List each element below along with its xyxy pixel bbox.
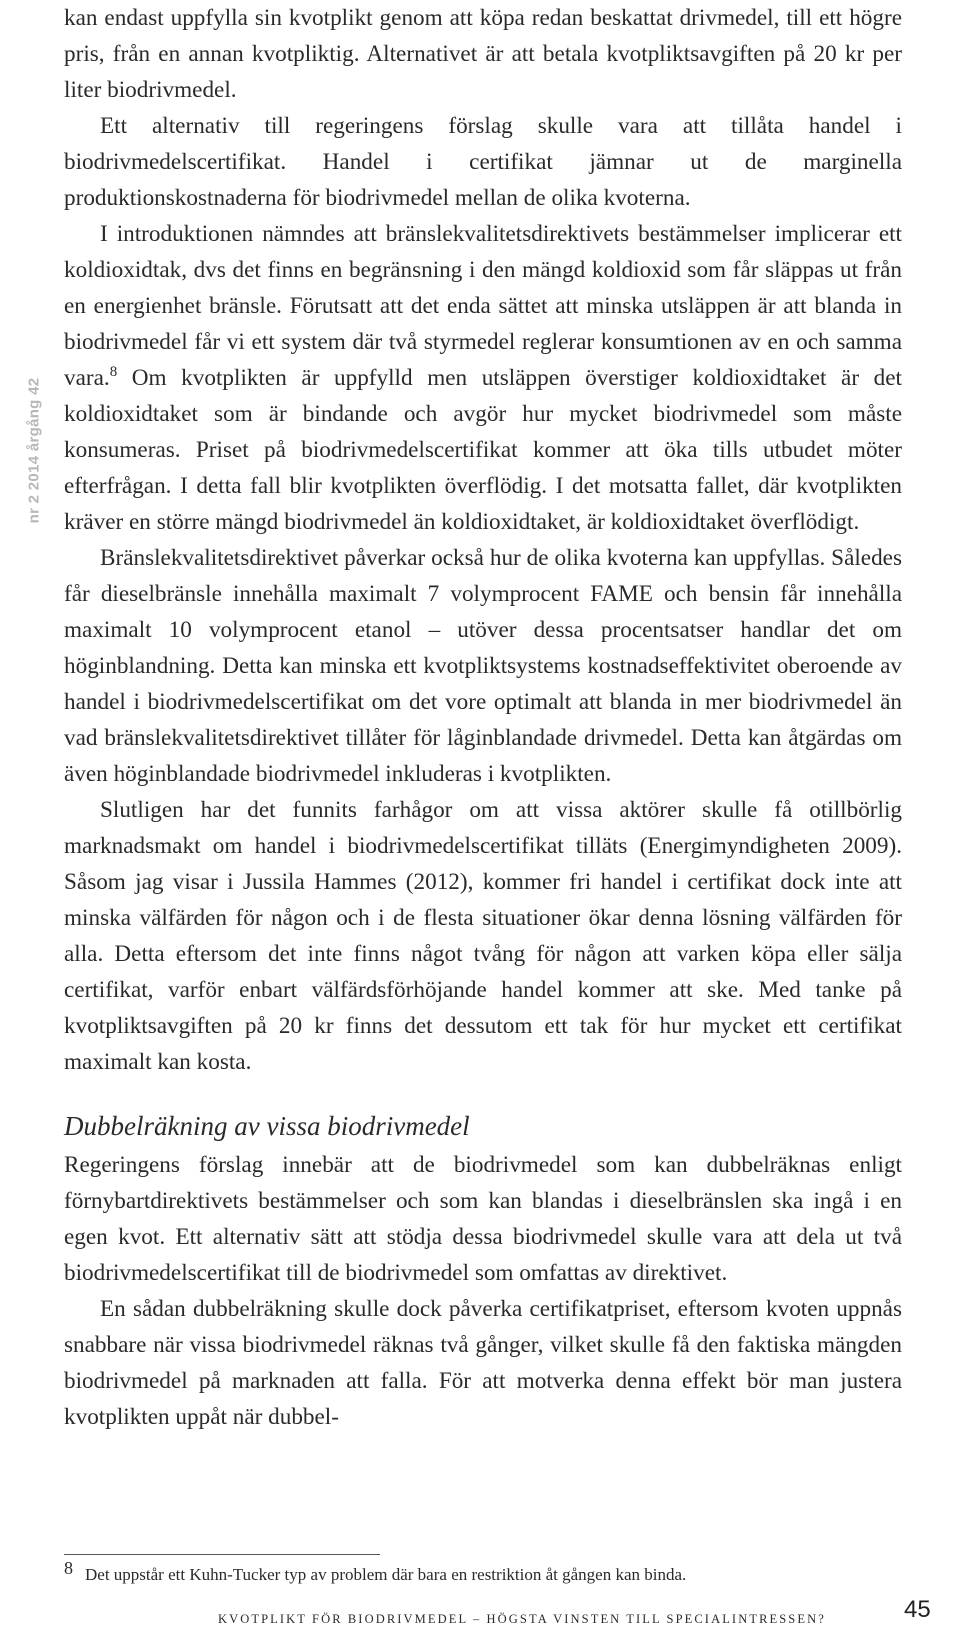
footnote-number: 8 — [64, 1558, 73, 1578]
article-body — [64, 0, 902, 1435]
body-paragraph: Regeringens förslag innebär att de biodrivmedel som kan dubbelräknas enligt förnybartdirektivets bestämmelser och som kan blandas i dieselbränslen ska ingå i en egen kvot. Ett alternativ sätt att stödja dessa biodrivmedel skulle vara att dela ut två biodrivmedelscertifikat till de biodrivmedel som omfattas av direktivet. — [64, 1152, 902, 1286]
running-head: KVOTPLIKT FÖR BIODRIVMEDEL – HÖGSTA VINSTEN TILL SPECIALINTRESSEN? — [218, 1612, 826, 1626]
body-paragraph: Slutligen har det funnits farhågor om att vissa aktörer skulle få otillbörlig marknadsmakt om handel i biodrivmedelscertifikat tilläts (Energimyndigheten 2009). Såsom jag visar i Jussila Hammes (2012), kommer fri handel i certifikat dock inte att minska välfärden för någon och i de flesta situationer ökar denna lösning välfärden för alla. Detta eftersom det inte finns något tvång för någon att varken köpa eller sälja certifikat, varför enbart välfärdsförhöjande handel kommer att ske. Med tanke på kvotpliktsavgiften på 20 kr finns det dessutom ett tak för hur mycket ett certifikat maximalt kan kosta. — [64, 797, 902, 1075]
footnote-text: Det uppstår ett Kuhn-Tucker typ av problem där bara en restriktion åt gången kan binda. — [85, 1565, 687, 1584]
footnote-reference[interactable]: 8 — [109, 364, 118, 380]
footnote — [64, 1558, 904, 1587]
body-paragraph: Bränslekvalitetsdirektivet påverkar också hur de olika kvoterna kan uppfyllas. Således får dieselbränsle innehålla maximalt 7 volymprocent FAME och bensin får innehålla maximalt 10 volymprocent etanol – utöver dessa procentsatser handlar det om höginblandning. Detta kan minska ett kvotpliktsystems kostnadseffektivitet oberoende av handel i biodrivmedelscertifikat om det vore optimalt att blanda in mer biodrivmedel än vad bränslekvalitetsdirektivet tillåter för låginblandade drivmedel. Detta kan åtgärdas om även höginblandade biodrivmedel inkluderas i kvotplikten. — [64, 545, 902, 787]
footnote-divider — [64, 1554, 380, 1555]
page-number: 45 — [904, 1596, 931, 1623]
section-heading: Dubbelräkning av vissa biodrivmedel — [64, 1111, 470, 1141]
journal-issue-label — [24, 360, 44, 540]
body-paragraph — [64, 216, 902, 540]
body-paragraph: kan endast uppfylla sin kvotplikt genom att köpa redan beskattat drivmedel, till ett högre pris, från en annan kvotpliktig. Alternativet är att betala kvotpliktsavgiften på 20 kr per liter biodrivmedel. — [64, 5, 902, 103]
paragraph-text: Om kvotplikten är uppfylld men utsläppen överstiger koldioxidtaket är det koldioxidtaket som är bindande och avgör hur mycket biodrivmedel som måste konsumeras. Priset på biodrivmedelscertifikat kommer att öka tills utbudet möter efterfrågan. I detta fall blir kvotplikten överflödig. I det motsatta fallet, där kvotplikten kräver en större mängd biodrivmedel än koldioxidtaket, är koldioxidtaket överflödigt. — [64, 365, 902, 535]
journal-issue-text: nr 2 2014 årgång 42 — [25, 377, 43, 523]
body-paragraph: En sådan dubbelräkning skulle dock påverka certifikatpriset, eftersom kvoten uppnås snabbare när vissa biodrivmedel räknas två gånger, vilket skulle få den faktiska mängden biodrivmedel på marknaden att falla. För att motverka denna effekt bör man justera kvotplikten uppåt när dubbel- — [64, 1296, 902, 1430]
paragraph-text: I introduktionen nämndes att bränslekvalitetsdirektivets bestämmelser implicerar ett koldioxidtak, dvs det finns en begränsning i den mängd koldioxid som får släppas ut från en energienhet bränsle. Förutsatt att det enda sättet att minska utsläppen är att blanda in biodrivmedel får vi ett system där två styrmedel reglerar konsumtionen av en och samma vara. — [64, 221, 902, 391]
body-paragraph: Ett alternativ till regeringens förslag skulle vara att tillåta handel i biodrivmedelscertifikat. Handel i certifikat jämnar ut de marginella produktionskostnaderna för biodrivmedel mellan de olika kvoterna. — [64, 113, 902, 211]
